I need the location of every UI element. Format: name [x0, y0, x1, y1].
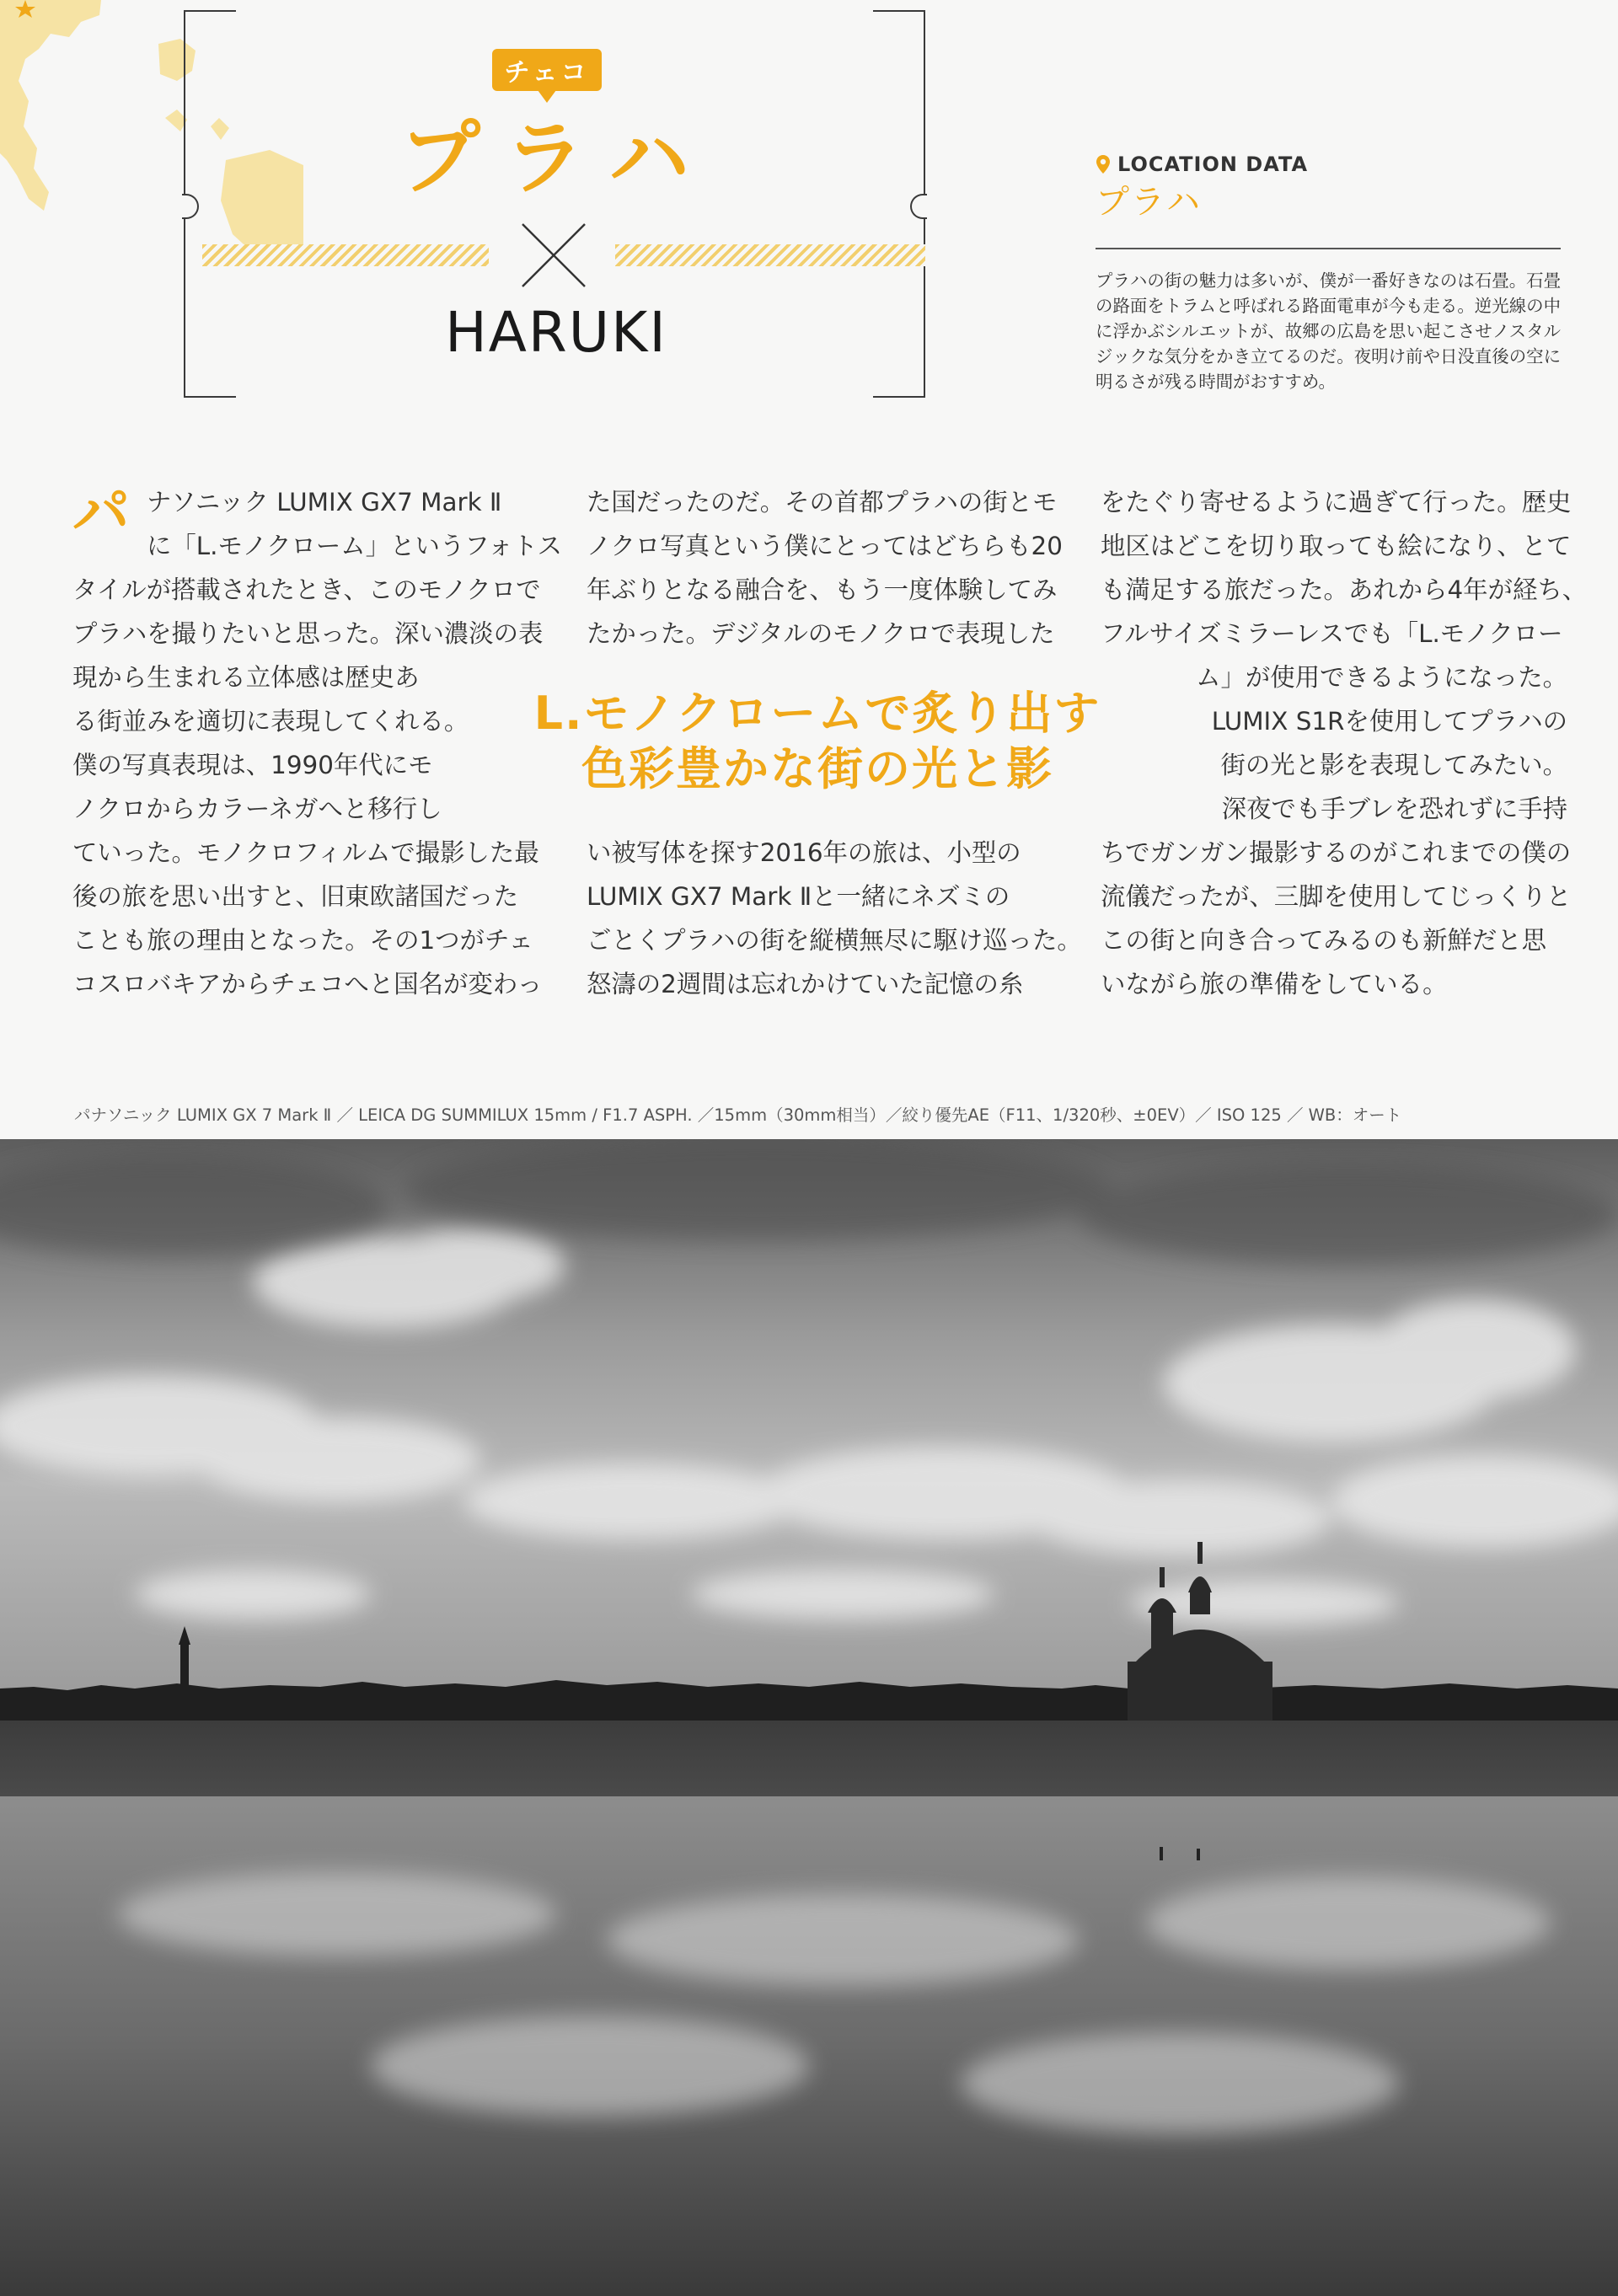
body-line: 街の光と影を表現してみたい。: [1220, 751, 1567, 779]
body-line: LUMIX S1Rを使用してプラハの: [1211, 707, 1567, 736]
body-line: に「L.モノクローム」というフォトス: [147, 532, 563, 560]
body-line: 現から生まれる立体感は歴史あ: [72, 663, 420, 692]
body-line: コスロバキアからチェコへと国名が変わっ: [72, 970, 543, 998]
body-line: 地区はどこを切り取っても絵になり、とて: [1101, 532, 1572, 560]
location-divider: [1096, 248, 1561, 249]
body-line: ことも旅の理由となった。その1つがチェ: [72, 926, 533, 955]
location-description: プラハの街の魅力は多いが、僕が一番好きなのは石畳。石畳の路面をトラムと呼ばれる路面電車が今も走る。逆光線の中に浮かぶシルエットが、故郷の広島を思い起こさせノスタルジックな気分をかき立てるのだ。夜明け前や日没直後の空に明るさが残る時間がおすすめ。: [1096, 270, 1561, 392]
body-line: ノクロからカラーネガへと移行し: [72, 795, 442, 823]
body-column-1: [72, 480, 563, 1006]
body-line: たかった。デジタルのモノクロで表現した: [587, 619, 1055, 648]
body-line: いながら旅の準備をしている。: [1101, 970, 1448, 998]
location-label-row: [1096, 150, 1561, 179]
location-city: プラハ: [1096, 183, 1202, 222]
body-line: をたぐり寄せるように過ぎて行った。歴史: [1101, 488, 1572, 516]
body-line: ム」が使用できるようになった。: [1196, 663, 1567, 692]
headline-line: L.モノクロームで炙り出す: [533, 687, 1101, 740]
body-line: る街並みを適切に表現してくれる。: [72, 707, 469, 736]
body-line: ノクロ写真という僕にとってはどちらも20: [587, 532, 1063, 560]
body-column-3: [1101, 480, 1588, 1006]
body-line: LUMIX GX7 Mark Ⅱと一緒にネズミの: [587, 882, 1010, 911]
body-line: この街と向き合ってみるのも新鮮だと思: [1101, 926, 1547, 955]
body-line: タイルが搭載されたとき、このモノクロで: [72, 575, 541, 604]
location-label: LOCATION DATA: [1117, 153, 1309, 176]
body-line: い被写体を探す2016年の旅は、小型の: [587, 838, 1021, 867]
body-line: 怒濤の2週間は忘れかけていた記憶の糸: [587, 970, 1024, 998]
drop-cap: パ: [72, 480, 131, 547]
prague-skyline-photo: [0, 1139, 1618, 2296]
photo-caption: パナソニック LUMIX GX 7 Mark Ⅱ ／ LEICA DG SUMMILUX 15mm / F1.7 ASPH. ／15mm（30mm相当）／絞り優先AE（F11、1/320秒、±0EV）／ ISO 125 ／ WB：オート: [74, 1105, 1402, 1125]
body-line: 深夜でも手ブレを恐れずに手持: [1221, 795, 1567, 823]
body-line: ちでガンガン撮影するのがこれまでの僕の: [1101, 838, 1572, 867]
author-name: HARUKI: [445, 300, 667, 365]
body-line: も満足する旅だった。あれから4年が経ち、: [1101, 575, 1588, 604]
location-pin-icon: [1096, 154, 1111, 174]
body-line: ナソニック LUMIX GX7 Mark Ⅱ: [147, 488, 502, 516]
body-line: 僕の写真表現は、1990年代にモ: [72, 751, 433, 779]
body-line: た国だったのだ。その首都プラハの街とモ: [587, 488, 1058, 516]
water-reflection: [0, 1796, 1618, 2296]
city-title: プラハ: [399, 111, 713, 206]
body-line: プラハを撮りたいと思った。深い濃淡の表: [72, 619, 544, 648]
hatch-band-right: [615, 244, 925, 266]
body-line: 流儀だったが、三脚を使用してじっくりと: [1101, 882, 1572, 911]
body-line: フルサイズミラーレスでも「L.モノクロー: [1101, 619, 1563, 648]
body-line: ていった。モノクロフィルムで撮影した最: [72, 838, 539, 867]
map-landmass: [0, 0, 101, 211]
hatch-band-left: [202, 244, 489, 266]
body-line: 後の旅を思い出すと、旧東欧諸国だった: [72, 882, 519, 911]
article-headline: [506, 686, 1129, 797]
ground: [0, 1721, 1618, 1796]
body-line: 年ぶりとなる融合を、もう一度体験してみ: [587, 575, 1058, 604]
location-data-box: [1096, 150, 1561, 394]
body-line: ごとくプラハの街を縦横無尽に駆け巡った。: [587, 926, 1082, 955]
country-tag: チェコ: [492, 49, 602, 91]
headline-line: 色彩豊かな街の光と影: [581, 742, 1053, 795]
cross-icon: [516, 217, 592, 293]
